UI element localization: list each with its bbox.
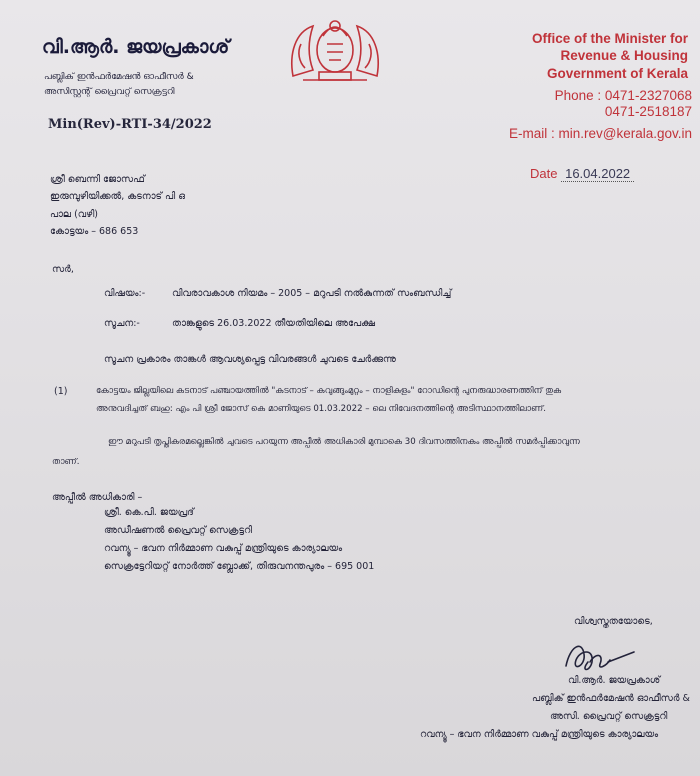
office-email: E-mail : min.rev@kerala.gov.in (508, 126, 692, 141)
letter-date (530, 166, 634, 181)
intro-text: സൂചന പ്രകാരം താങ്കൾ ആവശ്യപ്പെട്ട വിവരങ്ങൾ ചുവടെ ചേർക്കുന്നു (104, 354, 396, 365)
appellate-line: ശ്രീ. കെ.പി. ജയപ്രദ് (104, 507, 194, 518)
subject-label: വിഷയം:- (104, 288, 146, 299)
signatory-line: അസി. പ്രൈവറ്റ് സെക്രട്ടറി (550, 711, 668, 722)
recipient-line: ഇരുമ്പുഴിയിക്കൽ, കടനാട് പി ഒ (50, 191, 185, 202)
office-line-2: Revenue & Housing (560, 48, 688, 63)
signatory-line: വി.ആർ. ജയപ്രകാശ് (568, 675, 661, 686)
recipient-line: പാല (വഴി) (50, 209, 98, 220)
phone-label: Phone : (554, 88, 605, 103)
date-value: 16.04.2022 (561, 166, 634, 182)
recipient-line: ശ്രീ ബെന്നി ജോസഫ് (50, 174, 145, 185)
office-phone-1 (555, 88, 692, 103)
sender-name: വി.ആർ. ജയപ്രകാശ് (42, 36, 230, 58)
salutation: സർ, (52, 264, 74, 275)
appeal-text-line-2: താണ്. (52, 457, 80, 467)
office-line-3: Government of Kerala (546, 66, 688, 81)
signatory-line: പബ്ലിക് ഇൻഫർമേഷൻ ഓഫീസർ & (532, 693, 690, 704)
kerala-emblem-icon (283, 14, 387, 86)
phone-number-1: 0471-2327068 (604, 88, 692, 103)
appellate-line: റവന്യൂ – ഭവന നിർമ്മാണ വകുപ്പ് മന്ത്രിയുടെ കാര്യാലയം (104, 543, 343, 554)
phone-number-2: 0471-2518187 (604, 104, 692, 119)
appeal-text-line-1: ഈ മറുപടി തൃപ്തികരമല്ലെങ്കിൽ ചുവടെ പറയുന്ന അപ്പീൽ അധികാരി മുമ്പാകെ 30 ദിവസത്തിനകം അപ്പീൽ സമർപ്പിക്കാവുന്ന (108, 437, 580, 447)
office-line-1: Office of the Minister for (531, 31, 688, 46)
appellate-label: അപ്പീൽ അധികാരി – (52, 492, 143, 503)
appellate-line: സെക്രട്ടേറിയറ്റ് നോർത്ത് ബ്ലോക്ക്, തിരുവനന്തപുരം – 695 001 (104, 561, 375, 572)
sender-designation-1: പബ്ലിക് ഇൻഫർമേഷൻ ഓഫീസർ & (44, 72, 194, 82)
item-number: (1) (54, 386, 68, 397)
item-text-line-2: അനുവദിച്ചത് ബഹു: എം പി ശ്രീ ജോസ് കെ മാണിയുടെ 01.03.2022 – ലെ നിവേദനത്തിന്റെ അടിസ്ഥാനത്തിലാണ്. (96, 404, 546, 414)
reference-number: Min(Rev)-RTI-34/2022 (48, 117, 212, 132)
sender-designation-2: അസിസ്റ്റന്റ് പ്രൈവറ്റ് സെക്രട്ടറി (44, 87, 175, 97)
reference-text: താങ്കളുടെ 26.03.2022 തീയതിയിലെ അപേക്ഷ (172, 318, 376, 329)
closing-text: വിശ്വസ്തതയോടെ, (574, 616, 653, 627)
item-text-line-1: കോട്ടയം ജില്ലയിലെ കടനാട് പഞ്ചായത്തിൽ "കടനാട് – കവുങ്ങുംമുറ്റം – നാളികുളം" റോഡിന്റെ പുനരുദ്ധാരണത്തിന് തുക (96, 386, 562, 396)
date-label: Date (530, 166, 558, 181)
recipient-line: കോട്ടയം – 686 653 (50, 226, 139, 237)
appellate-line: അഡീഷണൽ പ്രൈവറ്റ് സെക്രട്ടറി (104, 525, 252, 536)
subject-text: വിവരാവകാശ നിയമം – 2005 – മറുപടി നൽകുന്നത് സംബന്ധിച്ച് (172, 288, 452, 299)
reference-label: സൂചന:- (104, 318, 140, 329)
signatory-line: റവന്യൂ – ഭവന നിർമ്മാണ വകുപ്പ് മന്ത്രിയുടെ കാര്യാലയം (420, 729, 659, 740)
